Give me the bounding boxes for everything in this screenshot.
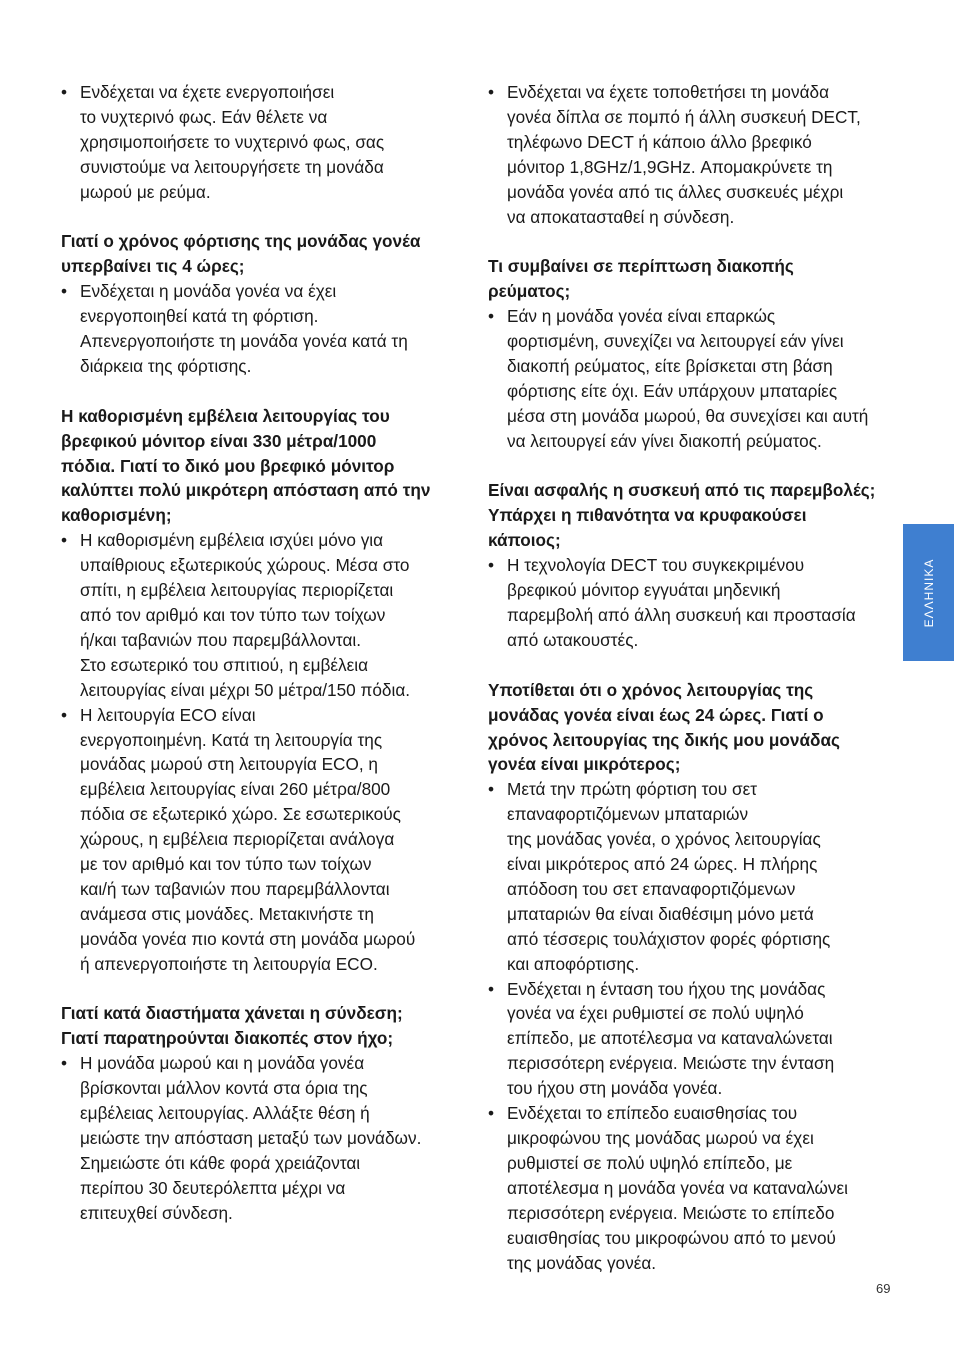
bullet-icon: • — [488, 978, 495, 999]
faq-answer-item — [488, 1101, 893, 1275]
faq-answer-text: Ενδέχεται να έχετε τοποθετήσει τη μονάδα γονέα δίπλα σε πομπό ή άλλη συσκευή DECT, τηλέφωνο DECT ή κάποιο άλλο βρεφικό μόνιτορ 1,8GHz/1,9GHz. Απομακρύνετε τη μονάδα γονέα από τις άλλες συσκευές μέχρι να αποκατασταθεί η σύνδεση. — [507, 82, 861, 227]
faq-answer-text: Ενδέχεται η μονάδα γονέα να έχει ενεργοποιηθεί κατά τη φόρτιση. Απενεργοποιήστε τη μονάδα γονέα κατά τη διάρκεια της φόρτισης. — [80, 281, 408, 376]
bullet-icon: • — [61, 1053, 68, 1074]
faq-answer-text: Ενδέχεται η ένταση του ήχου της μονάδας γονέα να έχει ρυθμιστεί σε πολύ υψηλό επίπεδο, με αποτέλεσμα να καταναλώνεται περισσότερη ενέργεια. Μειώστε την ένταση του ήχου στη μονάδα γονέα. — [507, 978, 835, 1099]
faq-question: Υποτίθεται ότι ο χρόνος λειτουργίας της μονάδας γονέα είναι έως 24 ώρες. Γιατί ο χρόνος λειτουργίας της δικής μου μονάδας γονέα είναι μικρότερος; — [488, 679, 840, 775]
faq-question: Είναι ασφαλής η συσκευή από τις παρεμβολές; Υπάρχει η πιθανότητα να κρυφακούσει κάποιος; — [488, 480, 876, 551]
faq-question: Γιατί ο χρόνος φόρτισης της μονάδας γονέα υπερβαίνει τις 4 ώρες; — [61, 231, 421, 277]
bullet-icon: • — [61, 704, 68, 725]
bullet-icon: • — [488, 555, 495, 576]
faq-block — [488, 254, 893, 453]
faq-block — [61, 229, 466, 378]
faq-block — [61, 404, 466, 977]
faq-answer-item — [61, 80, 466, 205]
faq-answer-item — [488, 777, 893, 976]
faq-answer-item — [61, 1051, 466, 1225]
language-tab — [903, 524, 954, 661]
faq-question: Τι συμβαίνει σε περίπτωση διακοπής ρεύματος; — [488, 256, 794, 302]
faq-answer-item — [61, 528, 466, 702]
right-column — [488, 80, 893, 1300]
faq-answer-item — [61, 703, 466, 977]
faq-block — [488, 80, 893, 229]
faq-block — [488, 478, 893, 652]
faq-answer-text: Η λειτουργία ECO είναι ενεργοποιημένη. Κατά τη λειτουργία της μονάδας μωρού στη λειτουργία ECO, η εμβέλεια λειτουργίας είναι 260 μέτρα/800 πόδια σε εξωτερικό χώρο. Σε εσωτερικούς χώρους, η εμβέλεια περιορίζεται ανάλογα με τον αριθμό και τον τύπο των τοίχων και/ή των ταβανιών που παρεμβάλλονται ανάμεσα στις μονάδες. Μετακινήστε τη μονάδα γονέα πιο κοντά στη μονάδα μωρού ή απενεργοποιήστε τη λειτουργία ECO. — [80, 704, 416, 974]
bullet-icon: • — [61, 530, 68, 551]
bullet-icon: • — [61, 281, 68, 302]
language-tab-label: ΕΛΛΗΝΙΚΑ — [921, 558, 936, 627]
faq-block — [488, 678, 893, 1276]
bullet-icon: • — [488, 1103, 495, 1124]
faq-answer-text: Η τεχνολογία DECT του συγκεκριμένου βρεφικού μόνιτορ εγγυάται μηδενική παρεμβολή από άλλη συσκευή και προστασία από ωτακουστές. — [507, 555, 856, 650]
faq-answer-item — [488, 80, 893, 229]
bullet-icon: • — [488, 82, 495, 102]
bullet-icon: • — [488, 306, 495, 327]
faq-block — [61, 1001, 466, 1225]
faq-question: Η καθορισμένη εμβέλεια λειτουργίας του βρεφικού μόνιτορ είναι 330 μέτρα/1000 πόδια. Γιατί το δικό μου βρεφικό μόνιτορ καλύπτει πολύ μικρότερη απόσταση από την καθορισμένη; — [61, 405, 431, 526]
faq-answer-text: Η καθορισμένη εμβέλεια ισχύει μόνο για υπαίθριους εξωτερικούς χώρους. Μέσα στο σπίτι, η εμβέλεια λειτουργίας περιορίζεται από τον αριθμό και τον τύπο των τοίχων ή/και ταβανιών που παρεμβάλλονται. Στο εσωτερικό του σπιτιού, η εμβέλεια λειτουργίας είναι μέχρι 50 μέτρα/150 πόδια. — [80, 530, 411, 700]
faq-answer-item — [61, 279, 466, 379]
faq-answer-text: Ενδέχεται να έχετε ενεργοποιήσει το νυχτερινό φως. Εάν θέλετε να χρησιμοποιήσετε το νυχτερινό φως, σας συνιστούμε να λειτουργήσετε τη μονάδα μωρού με ρεύμα. — [80, 82, 385, 202]
faq-answer-item — [488, 553, 893, 653]
bullet-icon: • — [61, 82, 68, 102]
faq-answer-item — [488, 304, 893, 453]
left-column — [61, 80, 466, 1251]
page-number: 69 — [876, 1281, 891, 1296]
faq-answer-text: Ενδέχεται το επίπεδο ευαισθησίας του μικροφώνου της μονάδας μωρού να έχει ρυθμιστεί σε πολύ υψηλό επίπεδο, με αποτέλεσμα η μονάδα γονέα να καταναλώνει περισσότερη ενέργεια. Μειώστε το επίπεδο ευαισθησίας του μικροφώνου από το μενού της μονάδας γονέα. — [507, 1103, 848, 1273]
faq-answer-item — [488, 977, 893, 1102]
faq-answer-text: Η μονάδα μωρού και η μονάδα γονέα βρίσκονται μάλλον κοντά στα όρια της εμβέλειας λειτουργίας. Αλλάξτε θέση ή μειώστε την απόσταση μεταξύ των μονάδων. Σημειώστε ότι κάθε φορά χρειάζονται περίπου 30 δευτερόλεπτα μέχρι να επιτευχθεί σύνδεση. — [80, 1053, 422, 1223]
faq-block — [61, 80, 466, 205]
faq-answer-text: Εάν η μονάδα γονέα είναι επαρκώς φορτισμένη, συνεχίζει να λειτουργεί εάν γίνει διακοπή ρεύματος, είτε βρίσκεται στη βάση φόρτισης είτε όχι. Εάν υπάρχουν μπαταρίες μέσα στη μονάδα μωρού, θα συνεχίσει και αυτή να λειτουργεί εάν γίνει διακοπή ρεύματος. — [507, 306, 869, 451]
bullet-icon: • — [488, 779, 495, 800]
faq-answer-text: Μετά την πρώτη φόρτιση του σετ επαναφορτιζόμενων μπαταριών της μονάδας γονέα, ο χρόνος λειτουργίας είναι μικρότερος από 24 ώρες. Η πλήρης απόδοση του σετ επαναφορτιζόμενων μπαταριών θα είναι διαθέσιμη μόνο μετά από τέσσερις τουλάχιστον φορές φόρτισης και αποφόρτισης. — [507, 779, 831, 974]
faq-question: Γιατί κατά διαστήματα χάνεται η σύνδεση; Γιατί παρατηρούνται διακοπές στον ήχο; — [61, 1003, 403, 1049]
